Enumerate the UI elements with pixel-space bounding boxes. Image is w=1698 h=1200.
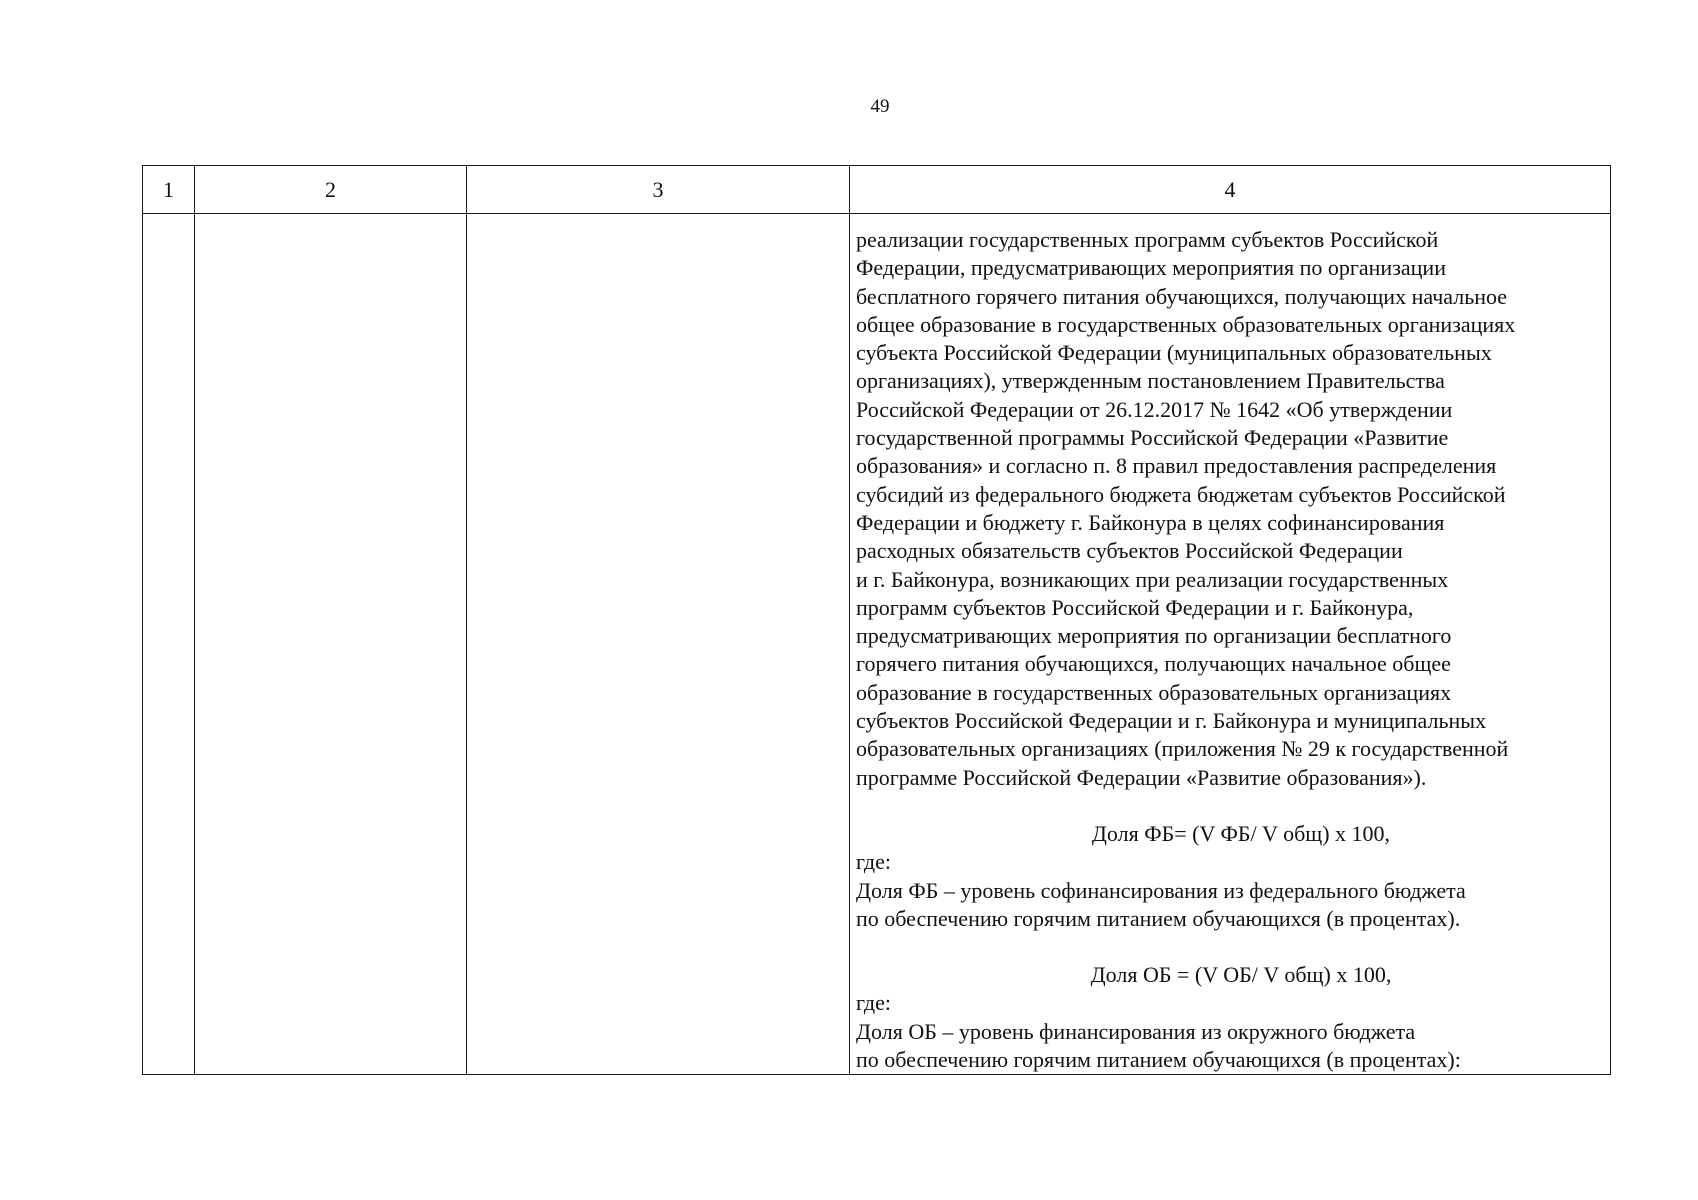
paragraph-line: субсидий из федерального бюджета бюджетам субъектов Российской: [856, 481, 1506, 507]
definition-line: Доля ФБ – уровень софинансирования из федерального бюджета: [856, 877, 1466, 903]
cell-col-4: [850, 214, 1611, 1075]
formula-block-fb: [856, 820, 1602, 933]
paragraph-line: программе Российской Федерации «Развитие образования»).: [856, 764, 1427, 790]
spacer: [856, 792, 1602, 820]
where-label: где:: [856, 849, 891, 875]
paragraph-line: расходных обязательств субъектов Российской Федерации: [856, 538, 1403, 564]
paragraph-line: субъекта Российской Федерации (муниципальных образовательных: [856, 340, 1492, 366]
cell-col-4-content: [850, 214, 1610, 1074]
paragraph-line: и г. Байконура, возникающих при реализации государственных: [856, 566, 1449, 592]
formula-block-ob: [856, 961, 1602, 1074]
cell-col-2: [195, 214, 467, 1075]
cell-col-3: [467, 214, 850, 1075]
column-header-1: 1: [143, 166, 195, 214]
paragraph-line: организациях), утвержденным постановлением Правительства: [856, 368, 1445, 394]
definition-line: по обеспечению горячим питанием обучающихся (в процентах):: [856, 1047, 1461, 1073]
paragraph-line: образовательных организациях (приложения № 29 к государственной: [856, 736, 1509, 762]
column-header-2: 2: [195, 166, 467, 214]
formula-fb: Доля ФБ= (V ФБ/ V общ) х 100,: [1091, 820, 1391, 846]
paragraph-line: горячего питания обучающихся, получающих начальное общее: [856, 651, 1451, 677]
paragraph-line: государственной программы Российской Федерации «Развитие: [856, 425, 1449, 451]
formula-ob: Доля ОБ = (V ОБ/ V общ) х 100,: [1090, 962, 1392, 988]
table-row: [143, 214, 1611, 1075]
paragraph-line: бесплатного горячего питания обучающихся, получающих начальное: [856, 283, 1508, 309]
paragraph-line: образования» и согласно п. 8 правил предоставления распределения: [856, 453, 1497, 479]
paragraph-line: программ субъектов Российской Федерации и г. Байконура,: [856, 594, 1414, 620]
methodology-paragraph: [856, 226, 1602, 792]
document-table: [142, 165, 1611, 1075]
definition-line: Доля ОБ – уровень финансирования из окружного бюджета: [856, 1018, 1416, 1044]
where-label: где:: [856, 990, 891, 1016]
column-header-4: 4: [850, 166, 1611, 214]
spacer: [856, 933, 1602, 961]
paragraph-line: реализации государственных программ субъектов Российской: [856, 227, 1439, 252]
paragraph-line: Федерации и бюджету г. Байконура в целях софинансирования: [856, 509, 1445, 535]
paragraph-line: образование в государственных образовательных организациях: [856, 679, 1452, 705]
column-header-3: 3: [467, 166, 850, 214]
paragraph-line: субъектов Российской Федерации и г. Байконура и муниципальных: [856, 708, 1487, 734]
paragraph-line: Федерации, предусматривающих мероприятия по организации: [856, 255, 1446, 281]
paragraph-line: предусматривающих мероприятия по организации бесплатного: [856, 623, 1452, 649]
page-number: 49: [870, 96, 890, 117]
table-header-row: [143, 166, 1611, 214]
paragraph-line: Российской Федерации от 26.12.2017 № 1642 «Об утверждении: [856, 396, 1453, 422]
paragraph-line: общее образование в государственных образовательных организациях: [856, 311, 1516, 337]
definition-line: по обеспечению горячим питанием обучающихся (в процентах).: [856, 905, 1461, 931]
cell-col-1: [143, 214, 195, 1075]
